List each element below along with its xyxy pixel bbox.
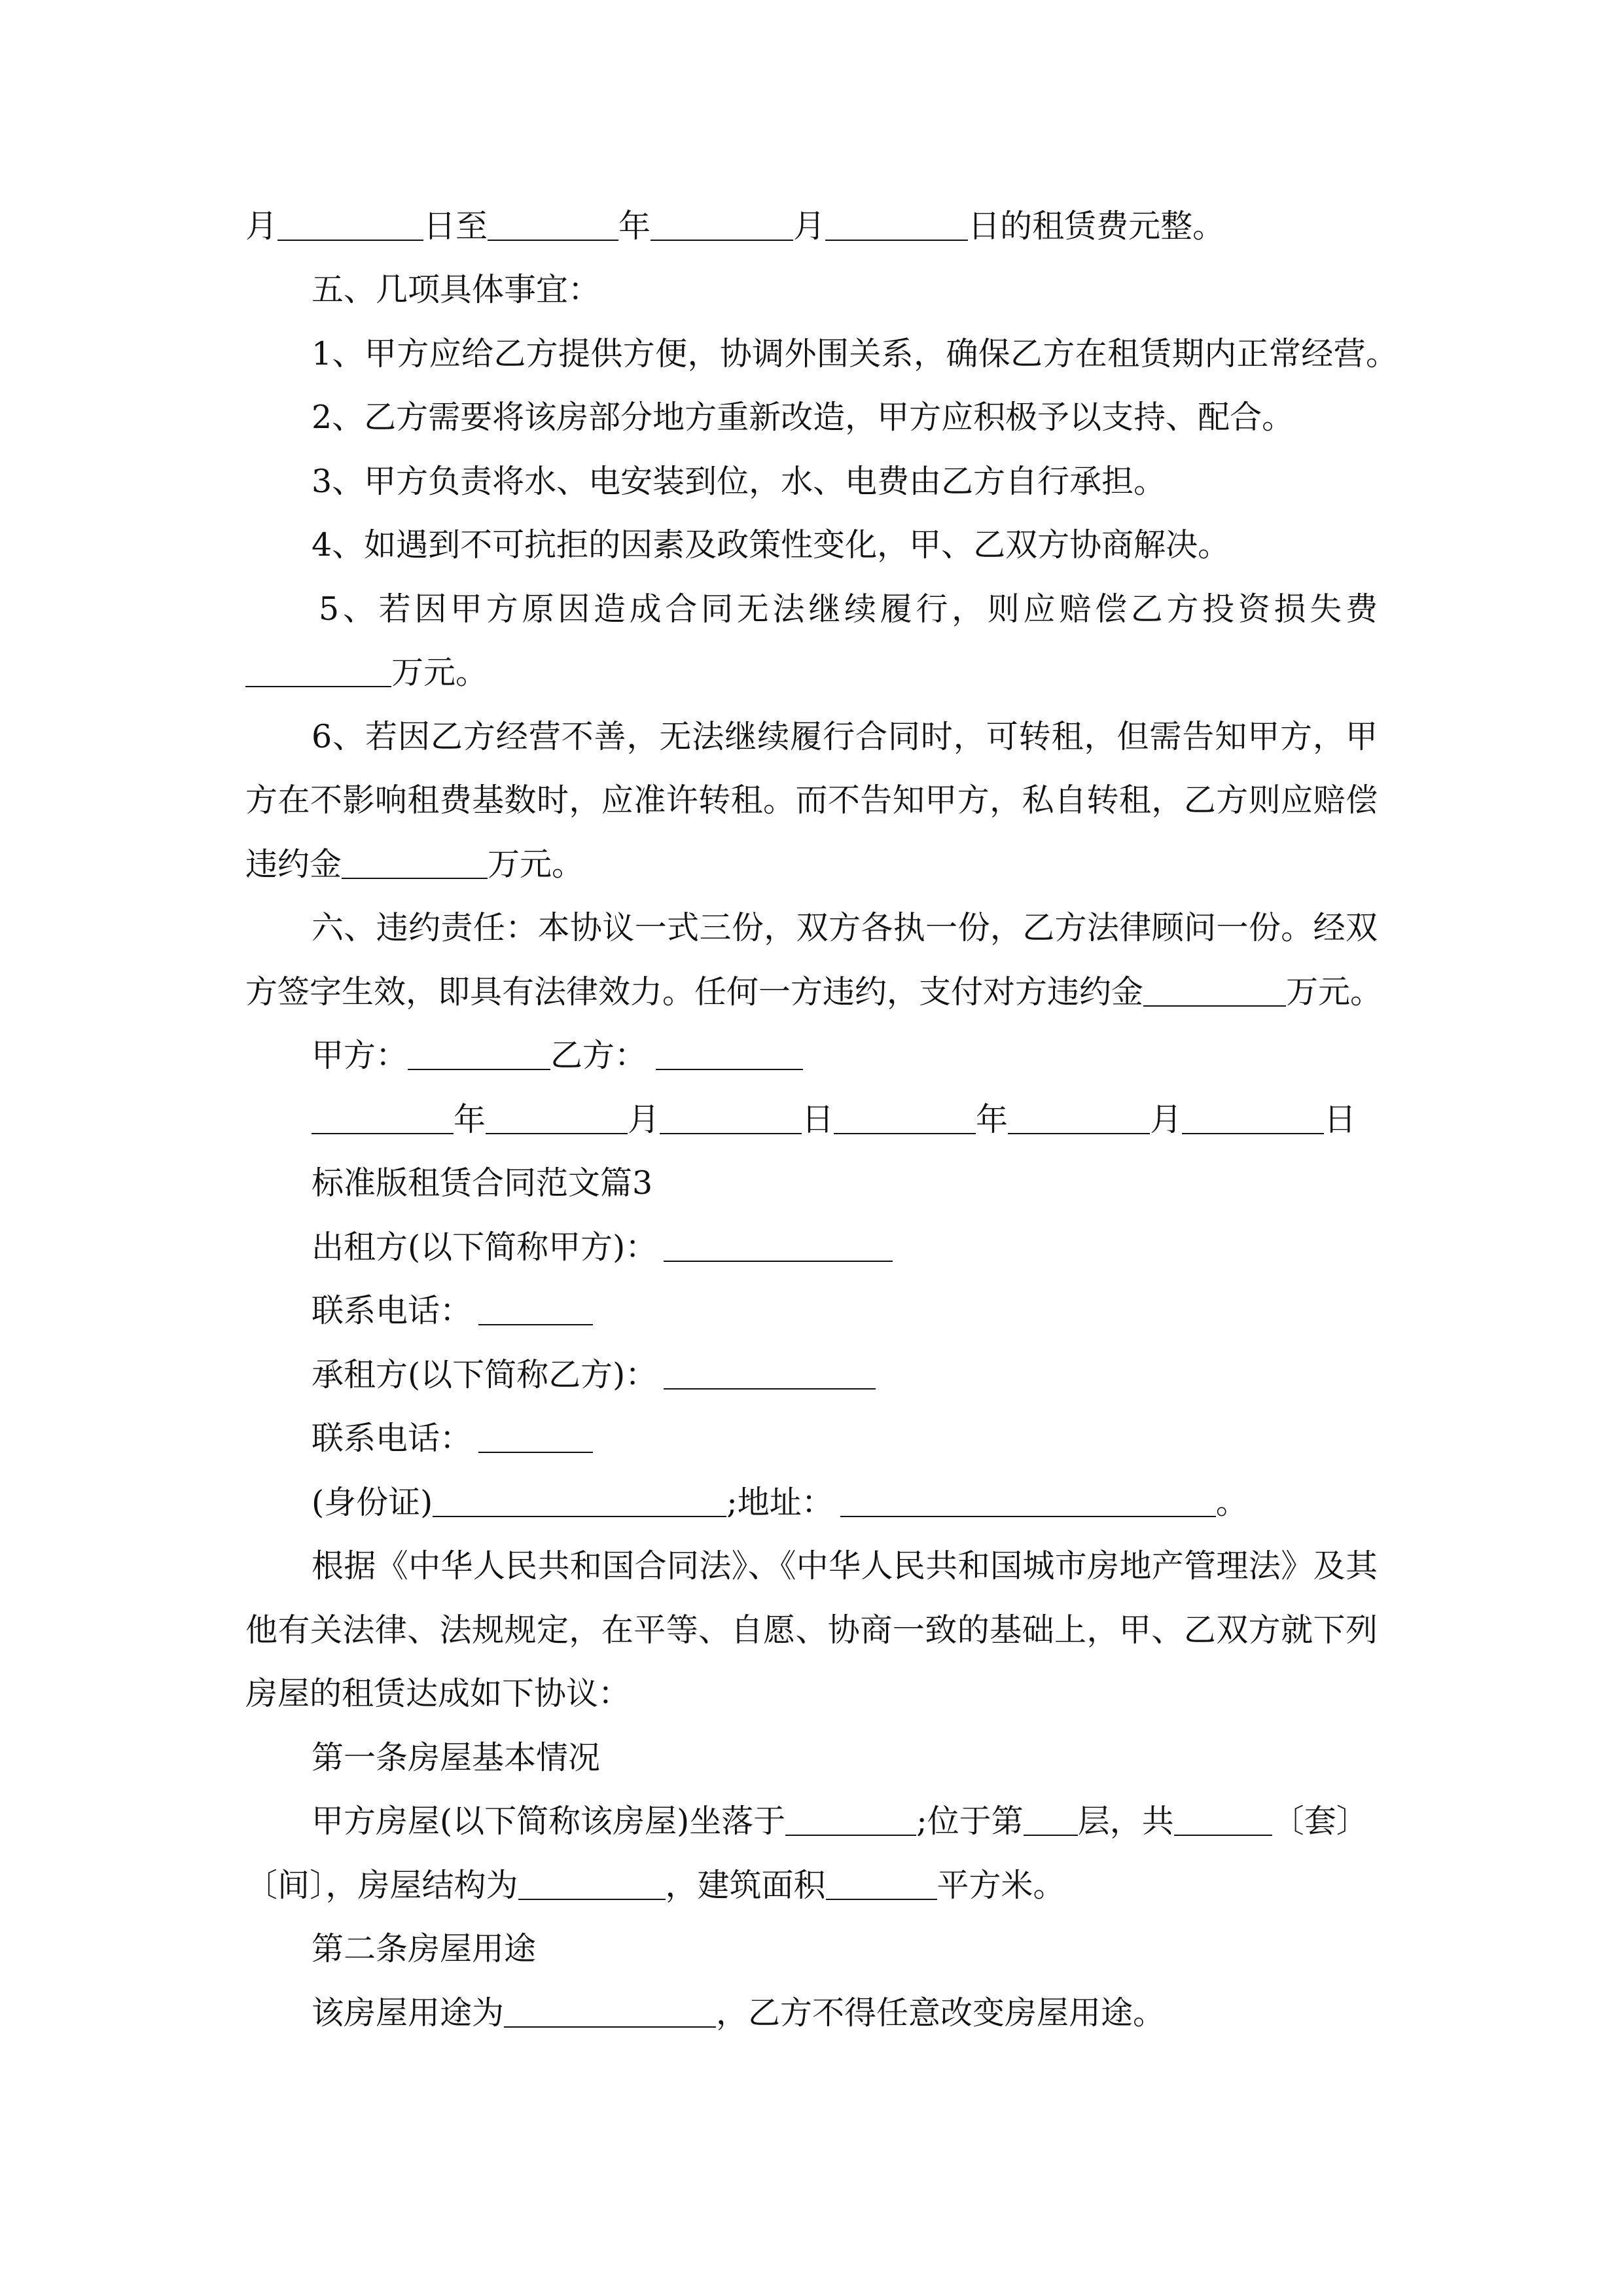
text: 月 — [628, 1101, 660, 1138]
text: 年 — [618, 207, 651, 245]
text: 。 — [1215, 1484, 1248, 1521]
blank-field[interactable] — [245, 685, 391, 687]
structure-blank[interactable] — [518, 1898, 666, 1900]
signature-parties — [312, 1036, 803, 1075]
text: 日至 — [423, 207, 488, 245]
section-6-cont — [245, 973, 1382, 1012]
text: 月 — [245, 207, 278, 245]
article-2-usage — [312, 1994, 1165, 2033]
text: 万元。 — [488, 846, 584, 883]
party-b-blank[interactable] — [656, 1068, 803, 1070]
rent-period-line — [245, 207, 1224, 246]
text: 联系电话： — [312, 1420, 473, 1457]
text: 日 — [802, 1101, 834, 1138]
floor-blank[interactable] — [1024, 1834, 1078, 1836]
text: 日的租赁费元整。 — [968, 207, 1225, 245]
clause-3: 3、甲方负责将水、电安装到位，水、电费由乙方自行承担。 — [312, 463, 1166, 500]
party-a-blank[interactable] — [408, 1068, 550, 1070]
lessor-blank[interactable] — [664, 1260, 893, 1262]
clause-2: 2、乙方需要将该房部分地方重新改造，甲方应积极予以支持、配合。 — [312, 399, 1294, 436]
text: 年 — [454, 1101, 486, 1138]
text: 〔套〕 — [1272, 1803, 1368, 1840]
clause-5: 5、若因甲方原因造成合同无法继续履行，则应赔偿乙方投资损失费 — [319, 590, 1378, 628]
blank-field[interactable] — [834, 1132, 976, 1134]
text: 方签字生效，即具有法律效力。任何一方违约，支付对方违约金 — [245, 973, 1144, 1011]
text: ，建筑面积 — [665, 1867, 826, 1904]
text: ，乙方不得任意改变房屋用途。 — [716, 1994, 1166, 2032]
text: 月 — [1150, 1101, 1183, 1138]
phone-blank[interactable] — [478, 1451, 593, 1453]
area-blank[interactable] — [826, 1898, 937, 1900]
text: 联系电话： — [312, 1292, 473, 1329]
text: ;地址： — [726, 1484, 834, 1521]
address-blank[interactable] — [840, 1515, 1216, 1517]
preamble: 根据《中华人民共和国合同法》、《中华人民共和国城市房地产管理法》及其 — [312, 1547, 1378, 1585]
text: ;位于第 — [916, 1803, 1024, 1840]
clause-4: 4、如遇到不可抗拒的因素及政策性变化，甲、乙双方协商解决。 — [312, 526, 1230, 564]
section-6-liability: 六、违约责任：本协议一式三份，双方各执一份，乙方法律顾问一份。经双 — [312, 909, 1378, 946]
text: 万元。 — [1286, 973, 1383, 1011]
clause-6: 6、若因乙方经营不善，无法继续履行合同时，可转租，但需告知甲方，甲 — [312, 718, 1378, 755]
clause-5-cont — [245, 653, 488, 692]
blank-field[interactable] — [1143, 1005, 1286, 1007]
clause-1: 1、甲方应给乙方提供方便，协调外围关系，确保乙方在租赁期内正常经营。 — [312, 335, 1398, 372]
blank-field[interactable] — [486, 1132, 628, 1134]
text: 乙方： — [550, 1037, 647, 1074]
blank-field[interactable] — [488, 239, 618, 241]
text: 甲方房屋(以下简称该房屋)坐落于 — [312, 1803, 786, 1840]
text: 〔间〕，房屋结构为 — [245, 1867, 518, 1904]
text: 万元。 — [391, 654, 488, 691]
article-1-structure — [245, 1866, 1065, 1905]
signature-dates — [312, 1100, 1356, 1139]
id-address-line — [312, 1483, 1248, 1522]
blank-field[interactable] — [342, 877, 488, 879]
blank-field[interactable] — [651, 239, 793, 241]
blank-field[interactable] — [312, 1132, 454, 1134]
text: 层，共 — [1077, 1803, 1174, 1840]
blank-field[interactable] — [825, 239, 968, 241]
id-blank[interactable] — [433, 1515, 726, 1517]
section-heading-5: 五、几项具体事宜： — [312, 271, 601, 308]
lessor-line — [312, 1228, 893, 1267]
clause-6-penalty — [245, 845, 584, 884]
lessee-blank[interactable] — [664, 1388, 876, 1390]
text: 违约金 — [245, 846, 342, 883]
text: 月 — [793, 207, 826, 245]
article-title: 标准版租赁合同范文篇3 — [312, 1164, 653, 1202]
text: (身份证) — [312, 1484, 433, 1521]
article-1-location — [312, 1802, 1368, 1841]
preamble-end: 房屋的租赁达成如下协议： — [245, 1675, 631, 1712]
text: 日 — [1324, 1101, 1357, 1138]
text: 承租方(以下简称乙方)： — [312, 1356, 658, 1393]
article-2-heading: 第二条房屋用途 — [312, 1930, 537, 1967]
blank-field[interactable] — [277, 239, 423, 241]
text: 该房屋用途为 — [312, 1994, 505, 2032]
preamble-cont: 他有关法律、法规规定，在平等、自愿、协商一致的基础上，甲、乙双方就下列 — [245, 1611, 1378, 1649]
text: 甲方： — [312, 1037, 408, 1074]
blank-field[interactable] — [1008, 1132, 1150, 1134]
article-1-heading: 第一条房屋基本情况 — [312, 1739, 601, 1776]
clause-6-cont: 方在不影响租费基数时，应准许转租。而不告知甲方，私自转租，乙方则应赔偿 — [245, 781, 1378, 819]
phone-blank[interactable] — [478, 1323, 593, 1325]
blank-field[interactable] — [660, 1132, 802, 1134]
units-blank[interactable] — [1174, 1834, 1272, 1836]
usage-blank[interactable] — [504, 2026, 716, 2028]
lessee-phone-line — [312, 1419, 593, 1458]
location-blank[interactable] — [785, 1834, 916, 1836]
text: 平方米。 — [936, 1867, 1065, 1904]
blank-field[interactable] — [1182, 1132, 1324, 1134]
lessor-phone-line — [312, 1291, 593, 1331]
text: 出租方(以下简称甲方)： — [312, 1229, 658, 1266]
text: 年 — [976, 1101, 1008, 1138]
lessee-line — [312, 1355, 876, 1395]
